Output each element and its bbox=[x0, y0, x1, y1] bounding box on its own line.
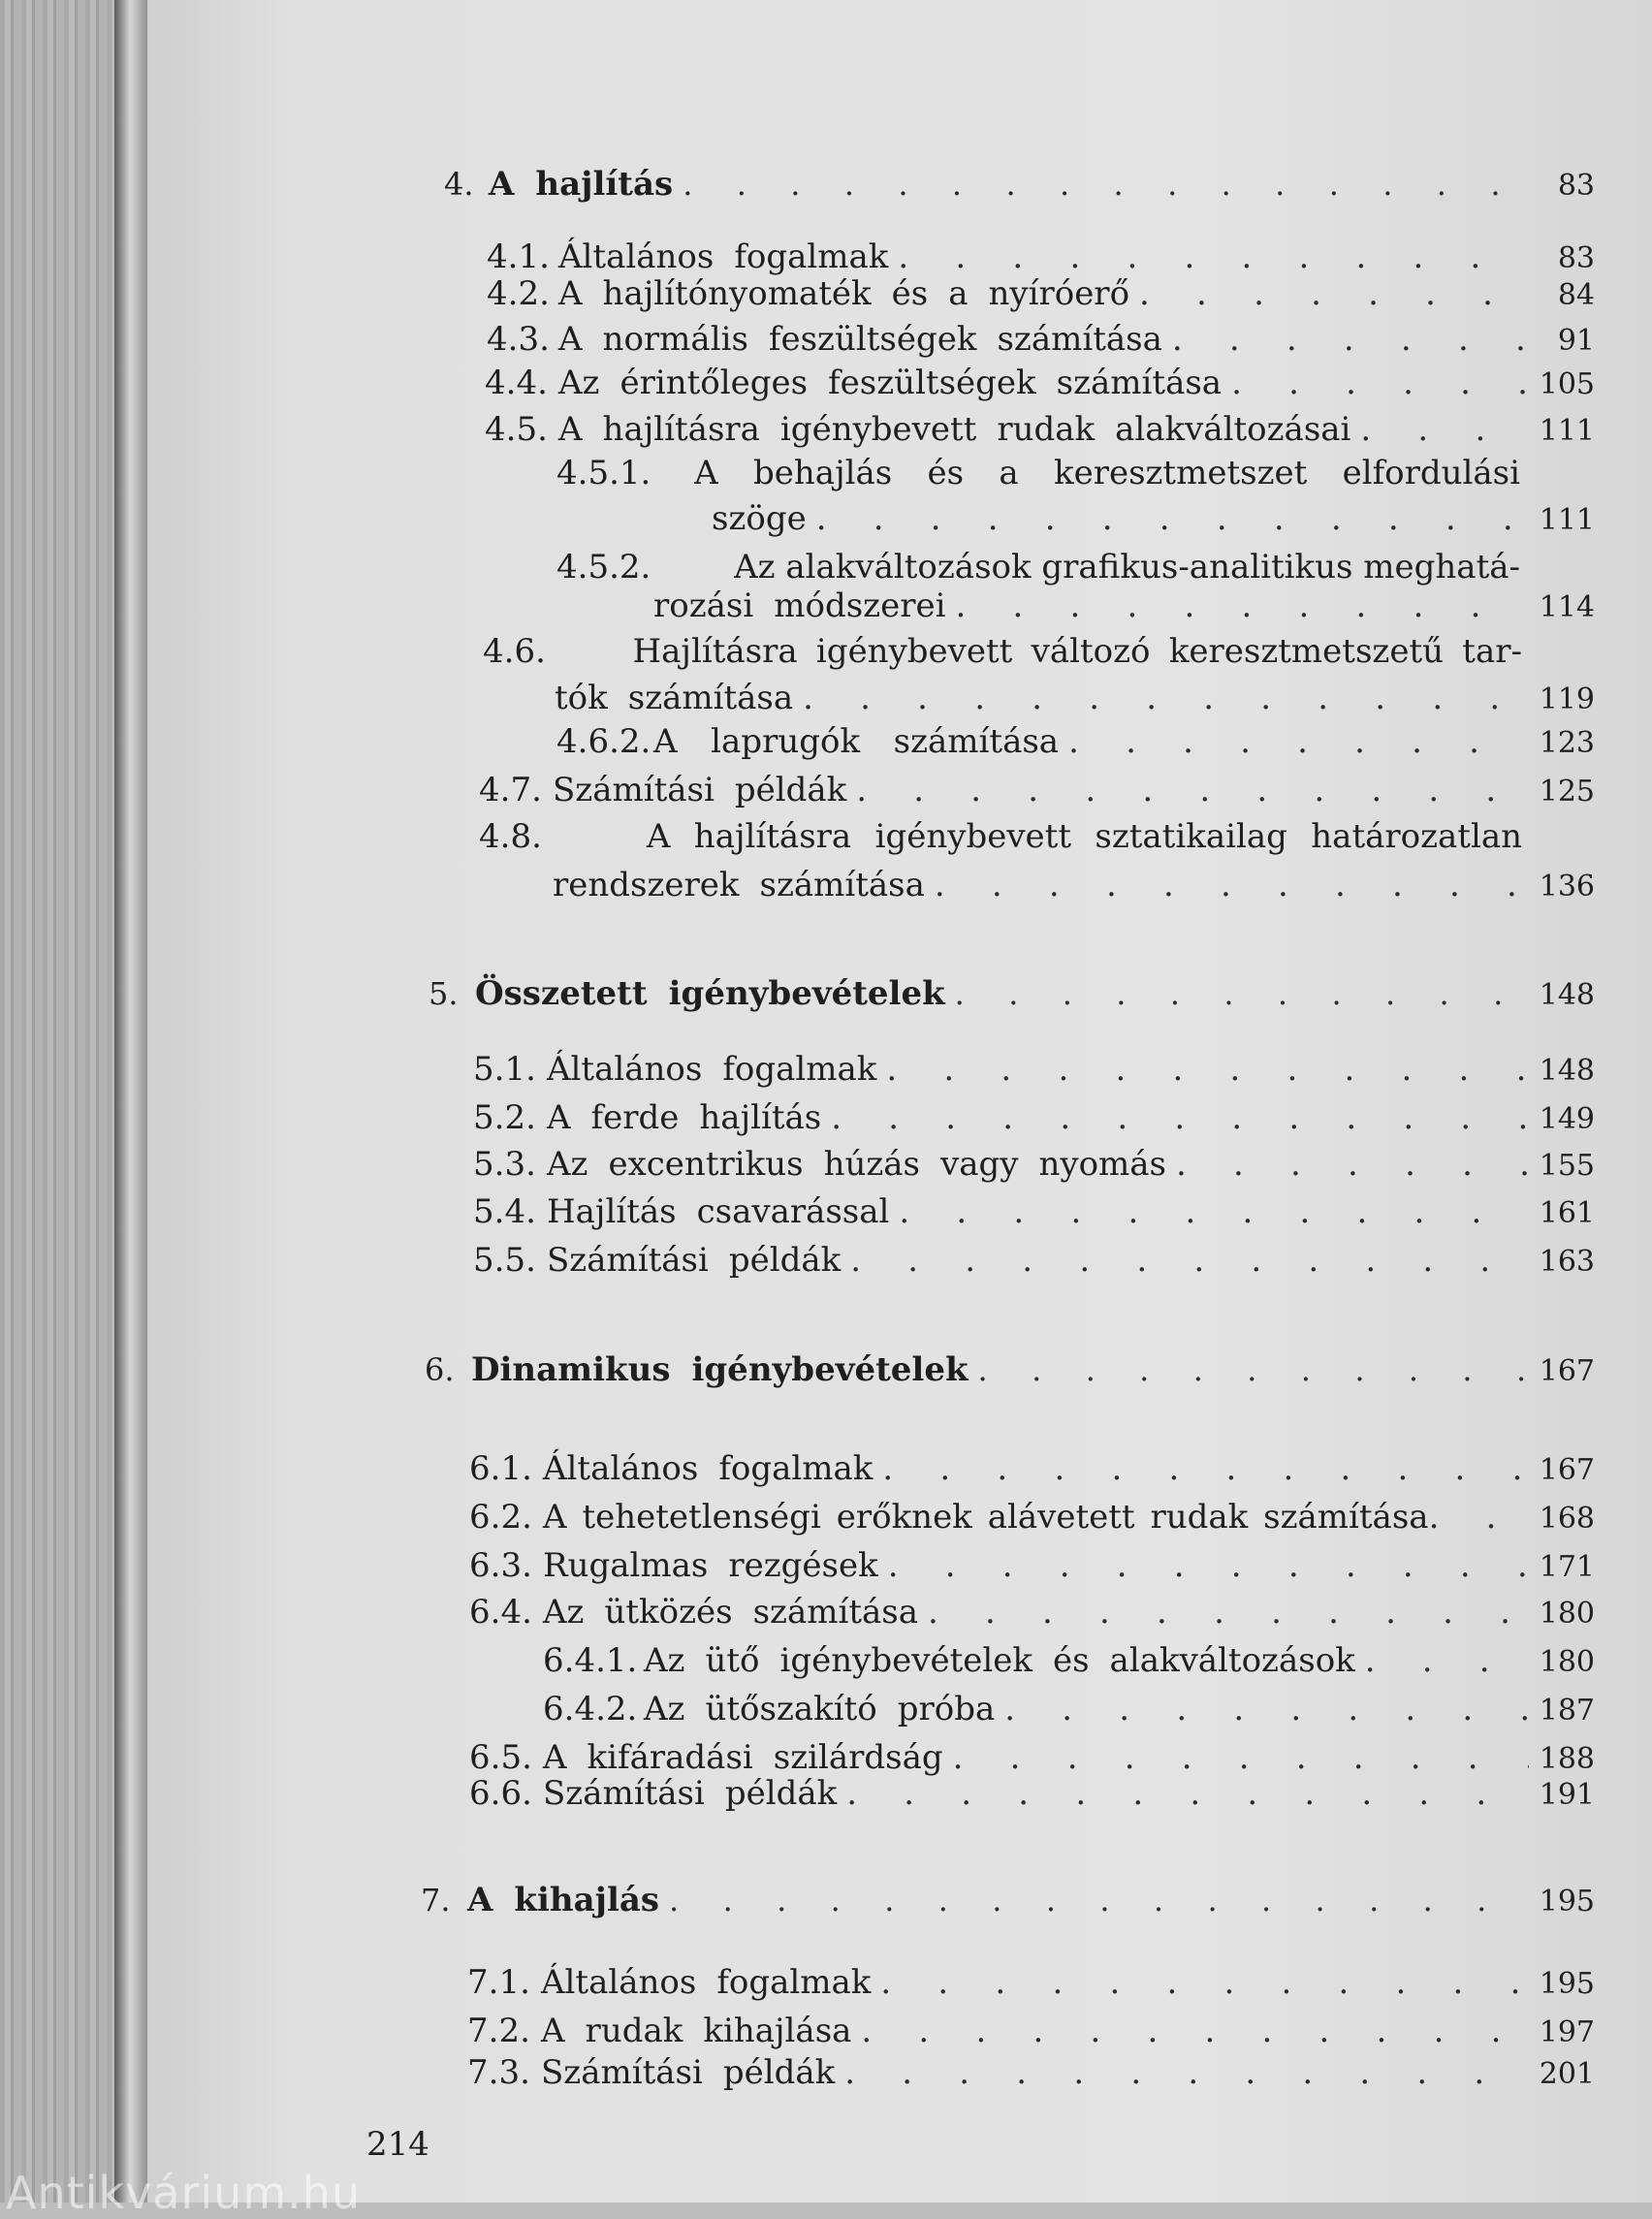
toc-chapter-4 bbox=[444, 165, 1595, 204]
toc-number: 7.1. bbox=[467, 1963, 530, 2002]
toc-page-number: 195 bbox=[1539, 1967, 1595, 2001]
dot-leader bbox=[659, 1882, 1529, 1918]
toc-number: 7.3. bbox=[467, 2053, 530, 2092]
toc-number: 4.1. bbox=[487, 238, 550, 276]
dot-leader bbox=[835, 2053, 1529, 2092]
toc-number: 6.1. bbox=[469, 1449, 532, 1488]
dot-leader bbox=[873, 1449, 1529, 1488]
toc-title: Összetett igénybevételek bbox=[475, 974, 945, 1013]
toc-page-number: 167 bbox=[1539, 1354, 1595, 1388]
toc-number: 6.3. bbox=[469, 1546, 532, 1585]
dot-leader bbox=[1162, 320, 1529, 359]
toc-title: Számítási példák bbox=[543, 1774, 838, 1813]
toc-entry-4-5-1-line2 bbox=[712, 499, 1595, 538]
toc-chapter-7 bbox=[421, 1881, 1595, 1919]
toc-page-number: 123 bbox=[1539, 726, 1595, 760]
toc-title: A hajlítónyomaték és a nyíróerő bbox=[558, 274, 1130, 313]
toc-title: Hajlításra igénybevett változó keresztmetszetű tar- bbox=[632, 632, 1522, 671]
dot-leader bbox=[918, 1593, 1529, 1632]
toc-page-number: 163 bbox=[1539, 1245, 1595, 1279]
toc-entry-4-8-line1 bbox=[479, 817, 1522, 856]
toc-page-number: 191 bbox=[1539, 1778, 1595, 1812]
toc-page-number: 180 bbox=[1539, 1645, 1595, 1679]
toc-title: rozási módszerei bbox=[653, 586, 946, 625]
toc-page-number: 195 bbox=[1539, 1885, 1595, 1918]
toc-entry-6-4 bbox=[469, 1593, 1595, 1632]
toc-title: A hajlításra igénybevett rudak alakváltozásai bbox=[558, 410, 1351, 449]
toc-page-number: 168 bbox=[1539, 1502, 1595, 1536]
dot-leader bbox=[871, 1963, 1529, 2002]
toc-number: 4.3. bbox=[487, 320, 550, 359]
toc-entry-6-3 bbox=[469, 1546, 1595, 1585]
toc-title: Rugalmas rezgések bbox=[543, 1546, 878, 1585]
dot-leader bbox=[846, 771, 1529, 809]
toc-entry-6-4-1 bbox=[543, 1641, 1595, 1680]
dot-leader bbox=[1166, 1145, 1529, 1184]
toc-title: Számítási példák bbox=[541, 2053, 836, 2092]
toc-entry-4-5 bbox=[485, 410, 1595, 449]
toc-number: 7. bbox=[421, 1882, 451, 1918]
toc-page-number: 83 bbox=[1557, 169, 1595, 203]
toc-entry-5-1 bbox=[473, 1050, 1595, 1089]
dot-leader bbox=[876, 1050, 1529, 1089]
toc-number: 5.2. bbox=[473, 1098, 536, 1137]
toc-page-number: 84 bbox=[1557, 278, 1595, 312]
toc-number: 6. bbox=[425, 1351, 455, 1388]
toc-entry-4-2 bbox=[487, 274, 1595, 313]
dot-leader bbox=[793, 679, 1529, 717]
toc-entry-4-5-2-line1 bbox=[556, 548, 1520, 586]
toc-page-number: 180 bbox=[1539, 1597, 1595, 1631]
dot-leader bbox=[878, 1546, 1529, 1585]
toc-page-number: 91 bbox=[1557, 324, 1595, 358]
toc-entry-4-6-2 bbox=[556, 722, 1595, 761]
toc-title: Az ütközés számítása bbox=[543, 1593, 918, 1632]
toc-number: 4. bbox=[444, 166, 474, 203]
toc-page-number: 136 bbox=[1539, 870, 1595, 903]
toc-title: Az érintőleges feszültségek számítása bbox=[558, 364, 1223, 402]
dot-leader bbox=[673, 166, 1529, 203]
toc-page-number: 187 bbox=[1539, 1694, 1595, 1728]
toc-entry-4-7 bbox=[479, 771, 1595, 809]
toc-number: 5.1. bbox=[473, 1050, 536, 1089]
toc-title: A behajlás és a keresztmetszet elfordulási bbox=[694, 454, 1520, 492]
dot-leader bbox=[851, 2012, 1529, 2050]
page-number: 214 bbox=[366, 2125, 429, 2164]
toc-title: A hajlításra igénybevett sztatikailag határozatlan bbox=[646, 817, 1522, 856]
dot-leader bbox=[1059, 722, 1529, 761]
toc-chapter-5 bbox=[429, 974, 1595, 1013]
toc-page-number: 188 bbox=[1539, 1742, 1595, 1776]
toc-page-number: 201 bbox=[1539, 2057, 1595, 2091]
dot-leader bbox=[969, 1351, 1529, 1388]
toc-title: Az alakváltozások grafikus-analitikus meghatá- bbox=[734, 548, 1520, 586]
toc-number: 4.7. bbox=[479, 771, 542, 809]
toc-entry-4-5-1-line1 bbox=[556, 454, 1520, 492]
toc-number: 4.4. bbox=[485, 364, 548, 402]
watermark: Antikvárium.hu bbox=[6, 2167, 362, 2219]
toc-title: A laprugók számítása bbox=[653, 722, 1060, 761]
dot-leader bbox=[925, 866, 1529, 904]
toc-title: Általános fogalmak bbox=[541, 1963, 872, 2002]
toc-entry-7-2 bbox=[467, 2012, 1595, 2050]
toc-title: Általános fogalmak bbox=[558, 238, 889, 276]
toc-entry-4-6-line1 bbox=[483, 632, 1522, 671]
toc-page-number: 197 bbox=[1539, 2015, 1595, 2049]
toc-page-number: 125 bbox=[1539, 775, 1595, 808]
toc-title: A rudak kihajlása bbox=[541, 2012, 852, 2050]
toc-number: 6.4.1. bbox=[543, 1641, 638, 1680]
toc-page-number: 105 bbox=[1539, 367, 1595, 401]
toc-number: 4.5.2. bbox=[556, 548, 651, 586]
toc-number: 4.5.1. bbox=[556, 454, 651, 492]
toc-entry-7-1 bbox=[467, 1963, 1595, 2002]
toc-title: Az excentrikus húzás vagy nyomás bbox=[547, 1145, 1167, 1184]
toc-entry-4-4 bbox=[485, 364, 1595, 402]
toc-title: Általános fogalmak bbox=[547, 1050, 877, 1089]
toc-entry-5-2 bbox=[473, 1098, 1595, 1137]
toc-chapter-6 bbox=[425, 1350, 1595, 1389]
toc-entry-5-5 bbox=[473, 1241, 1595, 1280]
toc-title: Általános fogalmak bbox=[543, 1449, 874, 1488]
toc-number: 6.2. bbox=[469, 1498, 532, 1537]
dot-leader bbox=[821, 1098, 1529, 1137]
toc-title: A normális feszültségek számítása bbox=[558, 320, 1162, 359]
dot-leader bbox=[837, 1774, 1529, 1813]
toc-title: A tehetetlenségi erőknek alávetett rudak számítása bbox=[543, 1498, 1429, 1537]
dot-leader bbox=[943, 1738, 1529, 1777]
toc-entry-4-8-line2 bbox=[553, 866, 1595, 904]
toc-page-number: 155 bbox=[1539, 1149, 1595, 1183]
toc-entry-6-4-2 bbox=[543, 1690, 1595, 1728]
toc-page-number: 119 bbox=[1539, 682, 1595, 716]
toc-page-number: 83 bbox=[1557, 241, 1595, 275]
toc-page-number: 161 bbox=[1539, 1196, 1595, 1230]
toc-title: A hajlítás bbox=[489, 165, 674, 204]
toc-title: Dinamikus igénybevételek bbox=[471, 1350, 969, 1389]
toc-number: 5. bbox=[429, 975, 459, 1012]
toc-page-number: 149 bbox=[1539, 1102, 1595, 1136]
toc-entry-5-3 bbox=[473, 1145, 1595, 1184]
dot-leader bbox=[889, 1192, 1529, 1231]
dot-leader bbox=[945, 975, 1529, 1012]
toc-entry-7-3 bbox=[467, 2053, 1595, 2092]
toc-entry-4-1 bbox=[487, 238, 1595, 276]
toc-number: 4.2. bbox=[487, 274, 550, 313]
toc-page-number: 111 bbox=[1539, 414, 1595, 448]
toc-entry-6-6 bbox=[469, 1774, 1595, 1813]
toc-number: 5.4. bbox=[473, 1192, 536, 1231]
toc-page-number: 171 bbox=[1539, 1550, 1595, 1584]
toc-title: szöge bbox=[712, 499, 807, 538]
toc-title: Számítási példák bbox=[553, 771, 847, 809]
dot-leader bbox=[1355, 1641, 1529, 1680]
toc-page-number: 167 bbox=[1539, 1453, 1595, 1487]
toc-number: 6.6. bbox=[469, 1774, 532, 1813]
toc-title: rendszerek számítása bbox=[553, 866, 925, 904]
toc-title: A kihajlás bbox=[467, 1881, 660, 1919]
dot-leader bbox=[1350, 410, 1529, 449]
toc-number: 6.4. bbox=[469, 1593, 532, 1632]
dot-leader bbox=[1429, 1498, 1529, 1537]
toc-title: Az ütő igénybevételek és alakváltozások bbox=[644, 1641, 1355, 1680]
dot-leader bbox=[995, 1690, 1529, 1728]
toc-number: 4.6. bbox=[483, 632, 546, 671]
toc-page-number: 114 bbox=[1539, 590, 1595, 624]
toc-number: 4.6.2. bbox=[556, 722, 651, 761]
toc-entry-4-6-line2 bbox=[555, 679, 1595, 717]
toc-number: 7.2. bbox=[467, 2012, 530, 2050]
dot-leader bbox=[1129, 274, 1529, 313]
toc-title: A ferde hajlítás bbox=[547, 1098, 822, 1137]
toc-page-number: 148 bbox=[1539, 978, 1595, 1012]
toc-number: 6.5. bbox=[469, 1738, 532, 1777]
toc-entry-6-2 bbox=[469, 1498, 1595, 1537]
toc-number: 4.5. bbox=[485, 410, 548, 449]
toc-title: A kifáradási szilárdság bbox=[543, 1738, 943, 1777]
toc-page-number: 148 bbox=[1539, 1054, 1595, 1088]
toc-title: Számítási példák bbox=[547, 1241, 842, 1280]
toc-entry-6-5 bbox=[469, 1738, 1595, 1777]
dot-leader bbox=[945, 586, 1529, 625]
dot-leader bbox=[807, 499, 1529, 538]
toc-number: 4.8. bbox=[479, 817, 542, 856]
dot-leader bbox=[1222, 364, 1529, 402]
toc-number: 6.4.2. bbox=[543, 1690, 638, 1728]
toc-number: 5.3. bbox=[473, 1145, 536, 1184]
dot-leader bbox=[888, 238, 1529, 276]
toc-number: 5.5. bbox=[473, 1241, 536, 1280]
toc-page-number: 111 bbox=[1539, 503, 1595, 537]
toc-entry-5-4 bbox=[473, 1192, 1595, 1231]
dot-leader bbox=[841, 1241, 1529, 1280]
toc-entry-6-1 bbox=[469, 1449, 1595, 1488]
toc-entry-4-3 bbox=[487, 320, 1595, 359]
toc-title: tók számítása bbox=[555, 679, 794, 717]
toc-entry-4-5-2-line2 bbox=[653, 586, 1595, 625]
toc-title: Hajlítás csavarással bbox=[547, 1192, 890, 1231]
toc-title: Az ütőszakító próba bbox=[644, 1690, 996, 1728]
book-spine bbox=[114, 0, 149, 2203]
